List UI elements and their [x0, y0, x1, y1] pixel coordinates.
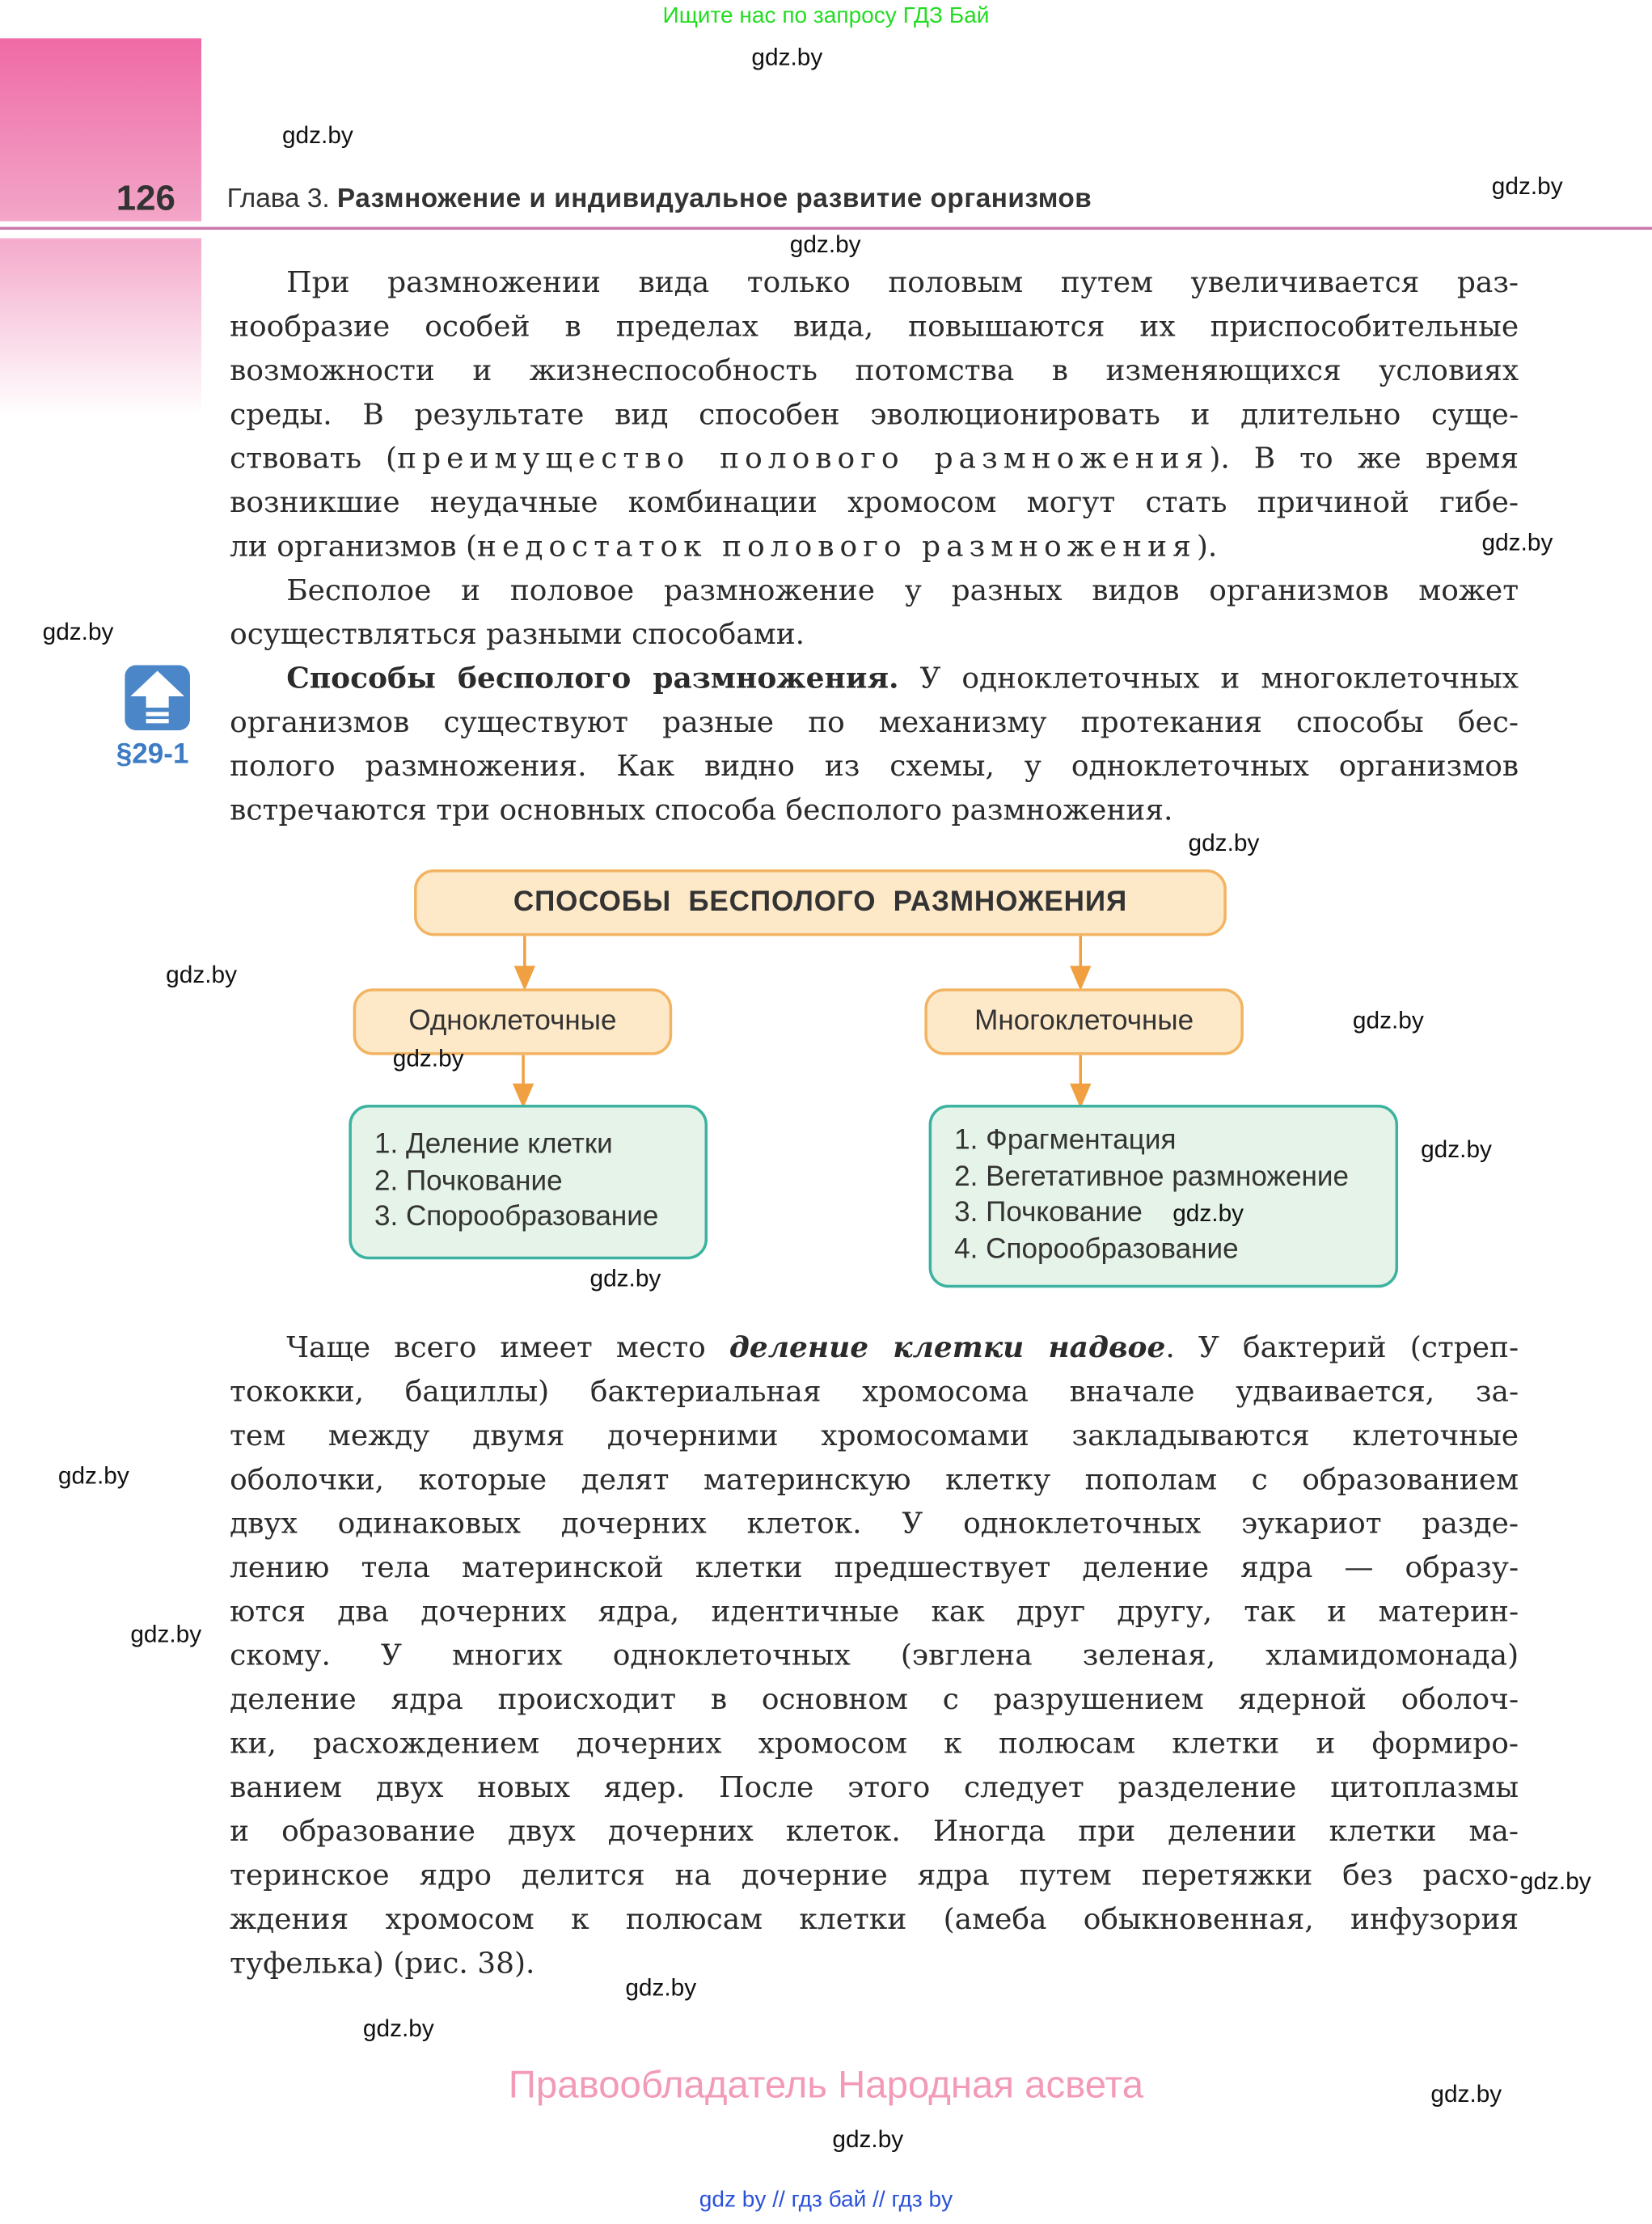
text-segment: теринское ядро делится на дочерние ядра путем перетяжки без расхо- [230, 1858, 1519, 1892]
text-segment: У одноклеточных и многоклеточных [898, 661, 1519, 696]
watermark: gdz.by [1519, 1867, 1591, 1895]
watermark: gdz.by [1421, 1135, 1492, 1163]
list-item: 4. Спорообразование [954, 1233, 1239, 1265]
text-line [230, 1897, 1519, 1941]
text-line [230, 1854, 1519, 1897]
text-segment: ванием двух новых ядер. После этого следует разделение цитоплазмы [230, 1769, 1519, 1804]
text-line [230, 1458, 1519, 1502]
watermark: gdz.by [1188, 829, 1260, 857]
text-line [230, 1722, 1519, 1765]
watermark: gdz.by [1352, 1007, 1424, 1034]
text-line [230, 1370, 1519, 1414]
text-segment: скому. У многих одноклеточных (эвглена зеленая, хламидомонада) [230, 1638, 1519, 1672]
text-segment: ки, расхождением дочерних хромосом к полюсам клетки и формиро- [230, 1726, 1519, 1761]
text-line [230, 1678, 1519, 1722]
unicellular-methods-list [349, 1105, 708, 1259]
text-segment: Бесполое и половое размножение у разных видов организмов может [286, 573, 1519, 607]
watermark: gdz.by [392, 1045, 464, 1072]
text-line [230, 1942, 1519, 1985]
text-segment: деление ядра происходит в основном с разрушением ядерной оболоч- [230, 1681, 1519, 1716]
text-segment: встречаются три основных способа бесполого размножения. [230, 793, 1173, 827]
chapter-title: Размножение и индивидуальное развитие организмов [336, 184, 1092, 214]
watermark: gdz.by [1481, 529, 1553, 556]
text-line [230, 1590, 1519, 1634]
text-segment: ). В то же время [1209, 441, 1519, 476]
watermark: gdz.by [281, 121, 353, 150]
text-segment: оболочки, которые делят материнскую клетку пополам с образованием [230, 1461, 1519, 1497]
text-segment: ли организмов ( [230, 529, 478, 564]
watermark: gdz.by [42, 618, 114, 645]
text-segment: При размножении вида только половым путем увеличивается раз- [286, 264, 1519, 300]
section-reference-link[interactable]: §29-1 [116, 738, 189, 771]
emphasis-text: Способы бесполого размножения. [286, 661, 899, 696]
text-line [230, 1414, 1519, 1457]
multicellular-box [924, 988, 1244, 1055]
watermark: gdz.by [625, 1974, 697, 2002]
arrow-head [515, 1085, 532, 1106]
list-item: 3. Спорообразование [374, 1201, 659, 1233]
list-item: 1. Деление клетки [374, 1128, 613, 1161]
text-segment: полого размножения. Как видно из схемы, у одноклеточных организмов [230, 748, 1519, 783]
watermark: gdz.by [1430, 2080, 1502, 2108]
watermark: gdz.by [1491, 172, 1563, 201]
watermark: gdz.by [362, 2015, 434, 2043]
watermark: gdz.by [832, 2125, 904, 2153]
watermark: gdz.by [789, 230, 861, 259]
text-segment: лению тела материнской клетки предшествует деление ядра — образу- [230, 1550, 1519, 1584]
copyright-notice: Правообладатель Народная асвета [508, 2063, 1144, 2107]
text-segment: тем между двумя дочерними хромосомами закладываются клеточные [230, 1418, 1519, 1452]
list-item: 3. Почкование [954, 1197, 1143, 1228]
text-segment: ствовать ( [230, 441, 398, 476]
text-line [230, 1634, 1519, 1677]
arrow-head [1072, 1085, 1089, 1106]
text-segment: возникшие неудачные комбинации хромосом могут стать причиной гибе- [230, 484, 1519, 519]
unicellular-label: Одноклеточные [408, 1005, 617, 1037]
text-segment: среды. В результате вид способен эволюционировать и длительно суще- [230, 397, 1519, 432]
emphasis-text: деление клетки надвое [729, 1330, 1166, 1364]
multicellular-label: Многоклеточные [974, 1005, 1194, 1037]
watermark: gdz.by [751, 44, 823, 71]
body-text-bottom [230, 1326, 1519, 1985]
text-segment: ). [1196, 529, 1218, 564]
list-item: 2. Вегетативное размножение [954, 1161, 1349, 1192]
watermark: gdz.by [57, 1461, 129, 1490]
diagram-title: СПОСОБЫ БЕСПОЛОГО РАЗМНОЖЕНИЯ [513, 886, 1128, 918]
spaced-emphasis: недостаток полового размножения [477, 529, 1197, 564]
text-segment: ждения хромосом к полюсам клетки (амеба обыкновенная, инфузория [230, 1901, 1519, 1936]
text-segment: нообразие особей в пределах вида, повышаются их приспособительные [230, 309, 1519, 344]
text-segment: осуществляться разными способами. [230, 616, 805, 651]
text-segment: туфелька) (рис. 38). [230, 1945, 535, 1981]
list-item: 2. Почкование [374, 1165, 563, 1197]
arrow-head [516, 967, 533, 987]
arrow-head [1072, 967, 1089, 987]
spaced-emphasis: преимущество полового размножения [397, 441, 1210, 476]
text-segment: тококки, бациллы) бактериальная хромосома вначале удваивается, за- [230, 1374, 1519, 1409]
text-line [230, 1810, 1519, 1854]
search-hint: Ищите нас по запросу ГДЗ Бай [662, 4, 990, 29]
page-number: 126 [116, 178, 175, 219]
text-segment: возможности и жизнеспособность потомства в изменяющихся условиях [230, 353, 1519, 387]
text-segment: двух одинаковых дочерних клеток. У одноклеточных эукариот разде- [230, 1506, 1519, 1541]
text-segment: организмов существуют разные по механизму протекания способы бес- [230, 704, 1519, 739]
text-line [230, 1765, 1519, 1809]
text-segment: . У бактерий (стреп- [1165, 1330, 1519, 1364]
multicellular-methods-list [929, 1105, 1398, 1287]
footer-links[interactable]: gdz by // гдз бай // гдз by [699, 2188, 953, 2213]
text-segment: и образование двух дочерних клеток. Иногда при делении клетки ма- [230, 1813, 1519, 1848]
text-line [230, 1545, 1519, 1589]
list-item: 1. Фрагментация [954, 1124, 1177, 1156]
watermark: gdz.by [130, 1621, 202, 1648]
watermark: gdz.by [589, 1265, 661, 1292]
chapter-label: Глава 3. [226, 184, 330, 214]
watermark: gdz.by [166, 961, 238, 989]
text-segment: ются два дочерних ядра, идентичные как друг другу, так и материн- [230, 1594, 1519, 1629]
text-line [230, 1502, 1519, 1545]
text-line [230, 1326, 1519, 1370]
text-segment: Чаще всего имеет место [286, 1330, 729, 1364]
watermark: gdz.by [1172, 1199, 1244, 1227]
